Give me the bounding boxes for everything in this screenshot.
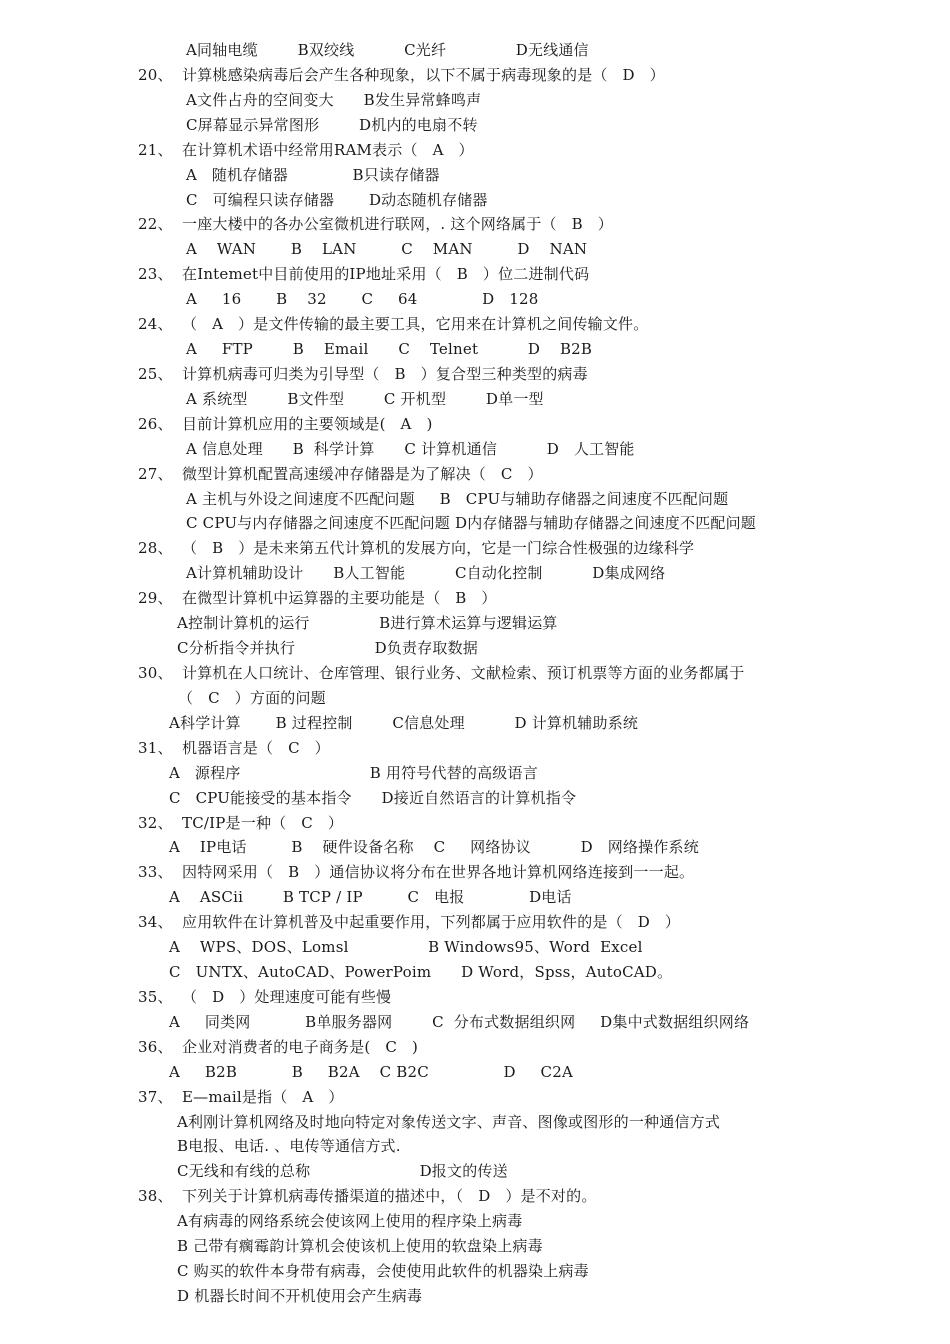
question-number: 28、 [138,539,173,558]
question-text: E—mail是指（ A ） [182,1087,344,1106]
question-number: 31、 [138,738,173,757]
option-line: C 购买的软件本身带有病毒，会使使用此软件的机器染上病毒 [177,1262,589,1281]
question-line [138,661,744,686]
option-line: A WPS、DOS、Lomsl B Windows95、Word Excel [169,938,643,957]
question-line [138,586,497,611]
question-number: 34、 [138,913,173,932]
option-line: A文件占舟的空间变大 B发生异常蜂鸣声 [186,90,482,109]
question-line [138,412,433,437]
question-text: （ A ）是文件传输的最主要工具，它用来在计算机之间传输文件。 [182,315,649,334]
option-line: A ASCii B TCP / IP C 电报 D电话 [169,888,572,907]
question-continuation: （ C ）方面的问题 [178,688,326,707]
option-line: D 机器长时间不开机使用会产生病毒 [177,1287,423,1305]
option-line: A 同类网 B单服务器网 C 分布式数据组织网 D集中式数据组织网络 [169,1012,750,1031]
question-line [138,1184,597,1209]
question-text: 在计算机术语中经常用RAM表示（ A ） [182,140,474,159]
question-text: 下列关于计算机病毒传播渠道的描述中，（ D ）是不对的。 [182,1187,597,1206]
question-number: 36、 [138,1037,173,1056]
option-line: A 源程序 B 用符号代替的高级语言 [169,763,538,782]
question-line [138,536,694,561]
option-line: A 信息处理 B 科学计算 C 计算机通信 D 人工智能 [186,439,635,458]
question-line [138,462,543,487]
question-text: 一座大楼中的各办公室微机进行联网，. 这个网络属于（ B ） [182,215,613,234]
option-line: B 己带有瘸霉韵计算机会使该机上使用的软盘染上病毒 [177,1237,543,1256]
option-line: A 16 B 32 C 64 D 128 [186,290,539,309]
option-line: A IP电话 B 硬件设备名称 C 网络协议 D 网络操作系统 [169,838,699,857]
option-line: C UNTX、AutoCAD、PowerPoim D Word，Spss，AutoCAD。 [169,963,673,982]
question-text: 企业对消费者的电子商务是( C ) [182,1037,418,1056]
option-line: A 随机存储器 B只读存储器 [186,165,440,184]
question-number: 30、 [138,664,173,682]
option-line: A计算机辅助设计 B人工智能 C自动化控制 D集成网络 [186,564,666,583]
question-line [138,736,330,761]
question-line [138,63,665,88]
question-text: 机器语言是（ C ） [182,738,330,757]
question-text: TC/IP是一种（ C ） [182,813,344,832]
question-line [138,1035,418,1060]
question-text: 目前计算机应用的主要领域是( A ) [182,414,433,433]
question-text: 计算机病毒可归类为引导型（ B ）复合型三种类型的病毒 [182,364,588,383]
option-line: A控制计算机的运行 B进行算术运算与逻辑运算 [177,614,558,633]
question-number: 24、 [138,315,173,334]
option-line: C无线和有线的总称 D报文的传送 [177,1162,508,1181]
question-number: 29、 [138,589,173,608]
option-line: A WAN B LAN C MAN D NAN [186,240,588,259]
question-number: 33、 [138,863,173,882]
question-number: 37、 [138,1087,173,1106]
option-line: A利刚计算机网络及时地向特定对象传送文字、声音、图像或图形的一种通信方式 [177,1112,721,1131]
question-text: 在微型计算机中运算器的主要功能是（ B ） [182,589,497,608]
option-line: A FTP B Email C Telnet D B2B [186,340,593,359]
option-line: C屏幕显示异常图形 D机内的电扇不转 [186,115,478,134]
question-line [138,212,613,237]
question-text: 计算机在人口统计、仓库管理、银行业务、文献检索、预订机票等方面的业务都属于 [182,664,745,682]
question-number: 26、 [138,414,173,433]
question-line [138,262,589,287]
question-line [138,910,680,935]
question-text: 在Intemet中目前使用的IP地址采用（ B ）位二进制代码 [182,265,590,284]
question-number: 27、 [138,464,173,483]
option-line: A 主机与外设之间速度不匹配问题 B CPU与辅助存储器之间速度不匹配问题 [186,489,729,508]
question-text: 应用软件在计算机普及中起重要作用，下列都属于应用软件的是（ D ） [182,913,681,932]
option-line: B电报、电话. 、电传等通信方式. [177,1137,401,1156]
option-line: A科学计算 B 过程控制 C信息处理 D 计算机辅助系统 [169,713,639,732]
option-line: C分析指令并执行 D负责存取数据 [177,639,478,658]
option-line: A 系统型 B文件型 C 开机型 D单一型 [186,389,544,408]
question-text: 微型计算机配置高速缓冲存储器是为了解决（ C ） [182,464,543,483]
option-line: C CPU能接受的基本指令 D接近自然语言的计算机指令 [169,788,577,807]
question-text: （ D ）处理速度可能有些慢 [182,987,392,1006]
option-line: A有病毒的网络系统会使该网上使用的程序染上病毒 [177,1212,523,1231]
question-text: 计算桃感染病毒后会产生各种现象，以下不属于病毒现象的是（ D ） [182,65,665,84]
question-number: 25、 [138,364,173,383]
question-text: 因特网采用（ B ）通信协议将分布在世界各地计算机网络连接到一一起。 [182,863,695,882]
question-line [138,985,391,1010]
question-text: （ B ）是未来第五代计算机的发展方向，它是一门综合性极强的边缘科学 [182,539,695,558]
question-number: 23、 [138,265,173,284]
question-line [138,860,694,885]
question-line [138,811,343,836]
question-line [138,1085,344,1110]
option-line: C CPU与内存储器之间速度不匹配问题 D内存储器与辅助存储器之间速度不匹配问题 [186,514,756,533]
question-line [138,362,588,387]
question-line [138,312,648,337]
question-number: 22、 [138,215,173,234]
question-number: 20、 [138,65,173,84]
option-line: A同轴电缆 B双绞线 C光纤 D无线通信 [186,41,589,59]
question-number: 38、 [138,1187,173,1206]
question-line [138,138,474,163]
option-line: A B2B B B2A C B2C D C2A [169,1062,573,1081]
question-number: 35、 [138,987,173,1006]
option-line: C 可编程只读存储器 D动态随机存储器 [186,190,488,209]
question-number: 32、 [138,813,173,832]
question-number: 21、 [138,140,173,159]
